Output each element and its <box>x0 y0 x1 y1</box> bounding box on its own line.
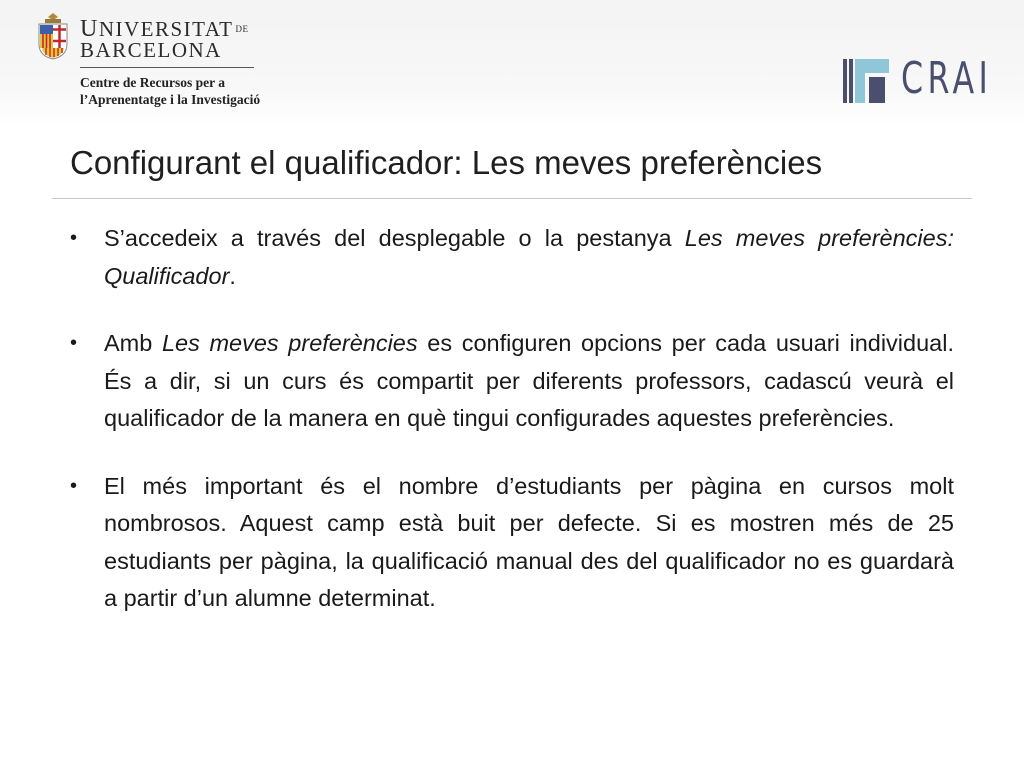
crai-logo <box>843 55 993 107</box>
bullet-text-end: . <box>229 262 236 289</box>
centre-name-line2: l’Aprenentatge i la Investigació <box>80 92 261 107</box>
bullet-text: S’accedeix a través del desplegable o la pestanya <box>104 225 685 251</box>
bullet-text-end: es configuren opcions per cada usuari individual. És a dir, si un curs és compartit per diferents professors, cadascú veurà el qualificador de la manera en què tingui configurades aquestes preferències. <box>104 330 954 431</box>
bullet-marker: • <box>70 474 78 497</box>
slide-title: Configurant el qualificador: Les meves preferències <box>70 144 823 181</box>
bullet-item-per-user <box>68 325 954 438</box>
university-initial: U <box>80 16 99 42</box>
university-name-de: DE <box>235 24 249 34</box>
bullet-emphasis: Les meves preferències <box>161 330 418 356</box>
bullet-text: El més important és el nombre d’estudiants per pàgina en cursos molt nombrosos. Aquest camp està buit per defecte. Si es mostren més de 25 estudiants per pàgina, la qualificació manual des del qualificador no es guardarà a partir d’un alumne determinat. <box>104 472 954 611</box>
ub-coat-of-arms-icon <box>36 12 70 60</box>
bullet-marker: • <box>70 227 78 249</box>
centre-name-line1: Centre de Recursos per a <box>80 75 225 90</box>
university-of-barcelona-logo <box>36 12 286 112</box>
crai-wordmark: CRAI <box>901 53 993 104</box>
centre-name <box>80 74 260 108</box>
title-divider <box>52 198 972 199</box>
university-name-rest: NIVERSITAT <box>98 17 234 41</box>
bullet-item-access <box>68 220 954 295</box>
bullet-marker: • <box>70 332 78 354</box>
bullet-list <box>68 220 954 648</box>
bullet-emphasis: Les meves preferències: Qualificador <box>104 225 954 289</box>
crai-mark-icon <box>843 57 889 103</box>
bullet-item-students-per-page <box>68 468 954 618</box>
university-name-line2: BARCELONA <box>80 38 222 62</box>
bullet-text: Amb <box>104 330 162 356</box>
logo-divider <box>80 67 254 68</box>
